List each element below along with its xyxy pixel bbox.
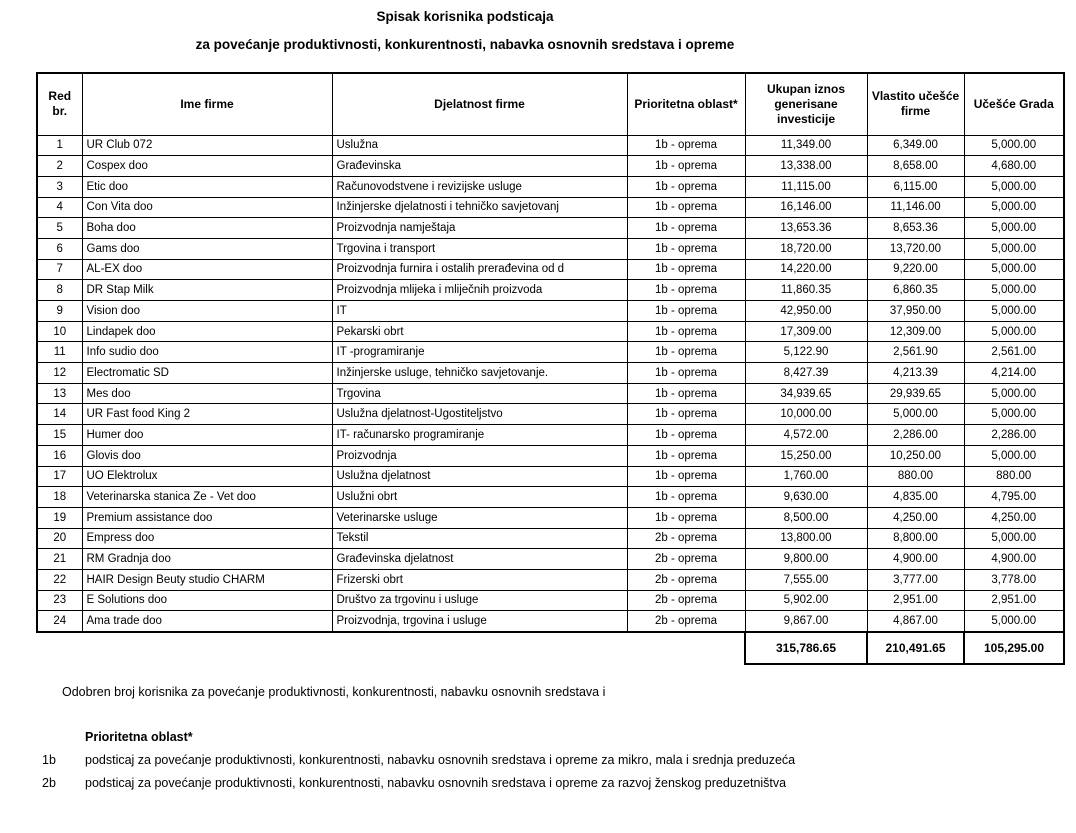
cell-priority-area: 1b - oprema	[627, 238, 745, 259]
cell-priority-area: 1b - oprema	[627, 342, 745, 363]
cell-city-share: 5,000.00	[964, 611, 1064, 632]
cell-activity: Proizvodnja, trgovina i usluge	[332, 611, 627, 632]
cell-city-share: 3,778.00	[964, 569, 1064, 590]
cell-own-share: 2,286.00	[867, 425, 964, 446]
table-row	[37, 259, 1064, 280]
col-header-investment: Ukupan iznos generisane investicije	[745, 73, 867, 135]
table-row	[37, 549, 1064, 570]
cell-city-share: 4,250.00	[964, 507, 1064, 528]
cell-activity: Inžinjerske djelatnosti i tehničko savjetovanj	[332, 197, 627, 218]
cell-own-share: 6,349.00	[867, 135, 964, 156]
cell-row-number: 4	[37, 197, 82, 218]
cell-activity: Frizerski obrt	[332, 569, 627, 590]
cell-company-name: Ama trade doo	[82, 611, 332, 632]
cell-company-name: Info sudio doo	[82, 342, 332, 363]
cell-investment-amount: 42,950.00	[745, 301, 867, 322]
col-header-priority-area: Prioritetna oblast*	[627, 73, 745, 135]
legend-code-2b: 2b	[42, 775, 56, 790]
cell-investment-amount: 15,250.00	[745, 445, 867, 466]
table-row	[37, 135, 1064, 156]
cell-investment-amount: 34,939.65	[745, 383, 867, 404]
cell-row-number: 9	[37, 301, 82, 322]
legend-title: Prioritetna oblast*	[85, 729, 193, 744]
cell-investment-amount: 8,427.39	[745, 363, 867, 384]
cell-investment-amount: 11,349.00	[745, 135, 867, 156]
cell-company-name: Gams doo	[82, 238, 332, 259]
cell-city-share: 2,286.00	[964, 425, 1064, 446]
legend-code-1b: 1b	[42, 752, 56, 767]
cell-own-share: 29,939.65	[867, 383, 964, 404]
cell-priority-area: 1b - oprema	[627, 176, 745, 197]
cell-row-number: 2	[37, 156, 82, 177]
cell-priority-area: 2b - oprema	[627, 611, 745, 632]
cell-priority-area: 1b - oprema	[627, 507, 745, 528]
col-header-own-share: Vlastito učešće firme	[867, 73, 964, 135]
total-city-share: 105,295.00	[964, 632, 1064, 664]
table-row	[37, 218, 1064, 239]
cell-city-share: 2,951.00	[964, 590, 1064, 611]
cell-investment-amount: 14,220.00	[745, 259, 867, 280]
cell-activity: Računovodstvene i revizijske usluge	[332, 176, 627, 197]
cell-city-share: 5,000.00	[964, 528, 1064, 549]
table-row	[37, 156, 1064, 177]
cell-investment-amount: 9,630.00	[745, 487, 867, 508]
cell-row-number: 24	[37, 611, 82, 632]
cell-own-share: 10,250.00	[867, 445, 964, 466]
cell-investment-amount: 9,800.00	[745, 549, 867, 570]
cell-city-share: 4,680.00	[964, 156, 1064, 177]
cell-own-share: 8,658.00	[867, 156, 964, 177]
cell-row-number: 7	[37, 259, 82, 280]
cell-company-name: Humer doo	[82, 425, 332, 446]
total-own-share: 210,491.65	[867, 632, 964, 664]
cell-own-share: 880.00	[867, 466, 964, 487]
cell-priority-area: 2b - oprema	[627, 549, 745, 570]
col-header-city-share: Učešće Grada	[964, 73, 1064, 135]
cell-priority-area: 1b - oprema	[627, 445, 745, 466]
cell-city-share: 5,000.00	[964, 218, 1064, 239]
cell-activity: IT- računarsko programiranje	[332, 425, 627, 446]
cell-row-number: 18	[37, 487, 82, 508]
cell-city-share: 880.00	[964, 466, 1064, 487]
cell-company-name: Lindapek doo	[82, 321, 332, 342]
cell-activity: Pekarski obrt	[332, 321, 627, 342]
cell-activity: Građevinska djelatnost	[332, 549, 627, 570]
cell-investment-amount: 4,572.00	[745, 425, 867, 446]
cell-priority-area: 1b - oprema	[627, 218, 745, 239]
table-row	[37, 466, 1064, 487]
cell-own-share: 4,250.00	[867, 507, 964, 528]
cell-activity: Trgovina i transport	[332, 238, 627, 259]
cell-city-share: 5,000.00	[964, 445, 1064, 466]
cell-own-share: 4,867.00	[867, 611, 964, 632]
table-row	[37, 569, 1064, 590]
total-investment: 315,786.65	[745, 632, 867, 664]
table-row	[37, 425, 1064, 446]
cell-activity: Proizvodnja mlijeka i mliječnih proizvoda	[332, 280, 627, 301]
cell-priority-area: 1b - oprema	[627, 425, 745, 446]
cell-activity: Uslužna	[332, 135, 627, 156]
cell-own-share: 13,720.00	[867, 238, 964, 259]
cell-investment-amount: 10,000.00	[745, 404, 867, 425]
cell-company-name: RM Gradnja doo	[82, 549, 332, 570]
cell-own-share: 8,653.36	[867, 218, 964, 239]
cell-priority-area: 1b - oprema	[627, 280, 745, 301]
cell-activity: Uslužni obrt	[332, 487, 627, 508]
cell-company-name: Electromatic SD	[82, 363, 332, 384]
cell-own-share: 11,146.00	[867, 197, 964, 218]
cell-priority-area: 2b - oprema	[627, 569, 745, 590]
legend-text-1b: podsticaj za povećanje produktivnosti, konkurentnosti, nabavku osnovnih sredstava i opreme za mikro, mala i srednja preduzeća	[85, 752, 796, 767]
cell-activity: IT -programiranje	[332, 342, 627, 363]
cell-company-name: Veterinarska stanica Ze - Vet doo	[82, 487, 332, 508]
cell-row-number: 15	[37, 425, 82, 446]
cell-investment-amount: 16,146.00	[745, 197, 867, 218]
cell-own-share: 4,835.00	[867, 487, 964, 508]
col-header-row-number: Red br.	[37, 73, 82, 135]
cell-company-name: Cospex doo	[82, 156, 332, 177]
cell-city-share: 5,000.00	[964, 135, 1064, 156]
cell-company-name: UO Elektrolux	[82, 466, 332, 487]
table-body	[37, 135, 1064, 632]
cell-own-share: 4,213.39	[867, 363, 964, 384]
table-header-row	[37, 73, 1064, 135]
cell-priority-area: 1b - oprema	[627, 466, 745, 487]
cell-activity: IT	[332, 301, 627, 322]
cell-row-number: 8	[37, 280, 82, 301]
cell-own-share: 8,800.00	[867, 528, 964, 549]
cell-investment-amount: 5,122.90	[745, 342, 867, 363]
cell-priority-area: 1b - oprema	[627, 487, 745, 508]
table-row	[37, 383, 1064, 404]
cell-priority-area: 1b - oprema	[627, 321, 745, 342]
cell-own-share: 9,220.00	[867, 259, 964, 280]
cell-city-share: 5,000.00	[964, 321, 1064, 342]
cell-city-share: 5,000.00	[964, 301, 1064, 322]
cell-investment-amount: 1,760.00	[745, 466, 867, 487]
cell-own-share: 37,950.00	[867, 301, 964, 322]
cell-city-share: 2,561.00	[964, 342, 1064, 363]
approved-note: Odobren broj korisnika za povećanje produktivnosti, konkurentnosti, nabavku osnovnih sredstava i	[62, 684, 606, 699]
cell-row-number: 19	[37, 507, 82, 528]
cell-row-number: 17	[37, 466, 82, 487]
cell-company-name: Empress doo	[82, 528, 332, 549]
cell-row-number: 20	[37, 528, 82, 549]
cell-company-name: UR Fast food King 2	[82, 404, 332, 425]
cell-activity: Inžinjerske usluge, tehničko savjetovanje.	[332, 363, 627, 384]
cell-city-share: 5,000.00	[964, 259, 1064, 280]
cell-priority-area: 1b - oprema	[627, 404, 745, 425]
cell-company-name: DR Stap Milk	[82, 280, 332, 301]
table-row	[37, 197, 1064, 218]
cell-row-number: 14	[37, 404, 82, 425]
cell-priority-area: 1b - oprema	[627, 259, 745, 280]
cell-activity: Proizvodnja namještaja	[332, 218, 627, 239]
cell-city-share: 4,900.00	[964, 549, 1064, 570]
incentives-table	[36, 72, 1065, 633]
cell-priority-area: 1b - oprema	[627, 135, 745, 156]
table-row	[37, 363, 1064, 384]
legend-text-2b: podsticaj za povećanje produktivnosti, konkurentnosti, nabavku osnovnih sredstava i opreme za razvoj ženskog preduzetništva	[85, 775, 787, 790]
cell-city-share: 5,000.00	[964, 383, 1064, 404]
cell-city-share: 5,000.00	[964, 280, 1064, 301]
cell-investment-amount: 7,555.00	[745, 569, 867, 590]
col-header-company-name: Ime firme	[82, 73, 332, 135]
cell-activity: Proizvodnja	[332, 445, 627, 466]
table-row	[37, 280, 1064, 301]
cell-row-number: 6	[37, 238, 82, 259]
table-row	[37, 238, 1064, 259]
cell-activity: Građevinska	[332, 156, 627, 177]
cell-investment-amount: 13,800.00	[745, 528, 867, 549]
cell-activity: Proizvodnja furnira i ostalih prerađevina od d	[332, 259, 627, 280]
table-row	[37, 176, 1064, 197]
legend-item	[42, 775, 1076, 791]
cell-row-number: 1	[37, 135, 82, 156]
cell-investment-amount: 13,653.36	[745, 218, 867, 239]
cell-own-share: 3,777.00	[867, 569, 964, 590]
cell-priority-area: 2b - oprema	[627, 590, 745, 611]
cell-row-number: 16	[37, 445, 82, 466]
cell-priority-area: 1b - oprema	[627, 363, 745, 384]
cell-row-number: 13	[37, 383, 82, 404]
cell-investment-amount: 11,860.35	[745, 280, 867, 301]
table-row	[37, 404, 1064, 425]
cell-city-share: 5,000.00	[964, 197, 1064, 218]
cell-row-number: 12	[37, 363, 82, 384]
cell-own-share: 12,309.00	[867, 321, 964, 342]
cell-company-name: Etic doo	[82, 176, 332, 197]
cell-activity: Tekstil	[332, 528, 627, 549]
cell-priority-area: 1b - oprema	[627, 197, 745, 218]
table-row	[37, 301, 1064, 322]
cell-activity: Društvo za trgovinu i usluge	[332, 590, 627, 611]
cell-city-share: 4,214.00	[964, 363, 1064, 384]
cell-investment-amount: 8,500.00	[745, 507, 867, 528]
page-title: Spisak korisnika podsticaja	[376, 9, 554, 24]
cell-own-share: 4,900.00	[867, 549, 964, 570]
cell-activity: Uslužna djelatnost	[332, 466, 627, 487]
cell-row-number: 21	[37, 549, 82, 570]
cell-own-share: 2,561.90	[867, 342, 964, 363]
cell-activity: Trgovina	[332, 383, 627, 404]
cell-own-share: 6,115.00	[867, 176, 964, 197]
table-row	[37, 611, 1064, 632]
cell-own-share: 2,951.00	[867, 590, 964, 611]
cell-city-share: 5,000.00	[964, 404, 1064, 425]
cell-priority-area: 1b - oprema	[627, 383, 745, 404]
cell-priority-area: 2b - oprema	[627, 528, 745, 549]
cell-company-name: Mes doo	[82, 383, 332, 404]
totals-row	[744, 631, 1065, 665]
cell-row-number: 23	[37, 590, 82, 611]
cell-own-share: 5,000.00	[867, 404, 964, 425]
cell-activity: Uslužna djelatnost-Ugostiteljstvo	[332, 404, 627, 425]
cell-row-number: 10	[37, 321, 82, 342]
document-title-block	[0, 8, 930, 53]
cell-company-name: HAIR Design Beuty studio CHARM	[82, 569, 332, 590]
cell-investment-amount: 13,338.00	[745, 156, 867, 177]
table-row	[37, 507, 1064, 528]
cell-investment-amount: 9,867.00	[745, 611, 867, 632]
cell-company-name: Boha doo	[82, 218, 332, 239]
page-subtitle: za povećanje produktivnosti, konkurentnosti, nabavka osnovnih sredstava i opreme	[195, 37, 735, 52]
cell-investment-amount: 11,115.00	[745, 176, 867, 197]
cell-priority-area: 1b - oprema	[627, 156, 745, 177]
table-row	[37, 445, 1064, 466]
cell-company-name: AL-EX doo	[82, 259, 332, 280]
cell-row-number: 22	[37, 569, 82, 590]
table-row	[37, 590, 1064, 611]
cell-row-number: 11	[37, 342, 82, 363]
cell-company-name: Glovis doo	[82, 445, 332, 466]
cell-company-name: E Solutions doo	[82, 590, 332, 611]
legend-item	[42, 752, 1076, 768]
cell-priority-area: 1b - oprema	[627, 301, 745, 322]
cell-city-share: 5,000.00	[964, 176, 1064, 197]
cell-investment-amount: 5,902.00	[745, 590, 867, 611]
cell-company-name: UR Club 072	[82, 135, 332, 156]
cell-city-share: 5,000.00	[964, 238, 1064, 259]
cell-investment-amount: 17,309.00	[745, 321, 867, 342]
table-row	[37, 528, 1064, 549]
col-header-activity: Djelatnost firme	[332, 73, 627, 135]
cell-city-share: 4,795.00	[964, 487, 1064, 508]
cell-row-number: 3	[37, 176, 82, 197]
table-row	[37, 487, 1064, 508]
table-row	[37, 342, 1064, 363]
cell-own-share: 6,860.35	[867, 280, 964, 301]
cell-investment-amount: 18,720.00	[745, 238, 867, 259]
cell-activity: Veterinarske usluge	[332, 507, 627, 528]
cell-company-name: Premium assistance doo	[82, 507, 332, 528]
cell-company-name: Vision doo	[82, 301, 332, 322]
cell-row-number: 5	[37, 218, 82, 239]
cell-company-name: Con Vita doo	[82, 197, 332, 218]
table-row	[37, 321, 1064, 342]
